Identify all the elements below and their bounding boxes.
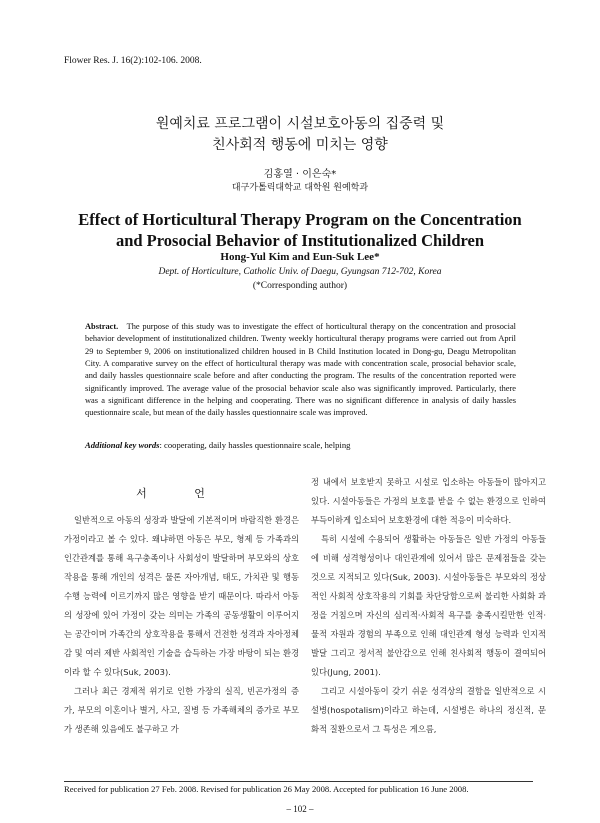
keywords-label: Additional key words (85, 440, 160, 450)
body-paragraph: 그러나 최근 경제적 위기로 인한 가장의 실직, 빈곤가정의 증가, 부모의 이혼이나 별거, 사고, 질병 등 가족해체의 증가로 부모가 생존해 있음에도 불구하고 가 (64, 686, 299, 734)
english-title-line-1: Effect of Horticultural Therapy Program on the Concentration (78, 210, 522, 229)
english-affiliation: Dept. of Horticulture, Catholic Univ. of Daegu, Gyungsan 712-702, Korea (158, 267, 442, 277)
english-authors: Hong-Yul Kim and Eun-Suk Lee* (220, 251, 380, 263)
keywords-text: : cooperating, daily hassles questionnaire scale, helping (159, 440, 351, 450)
abstract (85, 321, 516, 420)
body-paragraph: 그리고 시설아동이 갖기 쉬운 성격상의 결함을 일반적으로 시설병(hospotalism)이라고 하는데, 시설병은 하나의 정신적, 문화적 질환으로서 그 특성은 게으름, (311, 686, 546, 734)
english-title-line-2: and Prosocial Behavior of Institutionalized Children (115, 231, 485, 250)
korean-affiliation: 대구가톨릭대학교 대학원 원예학과 (231, 183, 369, 193)
korean-title-line-2: 친사회적 행동에 미치는 영향 (212, 137, 388, 153)
body-paragraph: 정 내에서 보호받지 못하고 시설로 입소하는 아동들이 많아지고 있다. 시설아동들은 가정의 보호를 받을 수 없는 환경으로 인하여 부득이하게 입소되어 보호환경에 대한 적응이 미숙하다. (311, 477, 546, 525)
footnote-divider (64, 781, 533, 782)
publication-dates: Received for publication 27 Feb. 2008. Revised for publication 26 May 2008. Accepted for publication 16 June 2008. (64, 784, 469, 794)
body-right-column (311, 473, 546, 739)
page-number: – 102 – (286, 804, 314, 814)
body-paragraph: 일반적으로 아동의 성장과 발달에 기본적이며 바람직한 환경은 가정이라고 볼 수 있다. 왜냐하면 아동은 부모, 형제 등 가족과의 인간관계를 통해 욕구충족이나 사회성이 발달하며 부모와의 상호작용을 통해 개인의 성격은 물론 자아개념, 태도, 가치관 및 행동수행 능력에 이르기까지 많은 영향을 받기 때문이다. 따라서 아동의 성장에 있어 가정이 갖는 의미는 가족의 공동생활이 이루어지는 공간이며 가족간의 상호작용을 통해서 건전한 성격과 자아정체감 및 여러 제반 사회적인 기술을 습득하는 가장 바탕이 되는 환경이라 할 수 있다(Suk, 2003). (64, 515, 299, 677)
journal-citation: Flower Res. J. 16(2):102-106. 2008. (64, 56, 202, 66)
corresponding-author-note: (*Corresponding author) (252, 281, 348, 291)
korean-title-line-1: 원예치료 프로그램이 시설보호아동의 집중력 및 (155, 116, 445, 132)
abstract-text: The purpose of this study was to investigate the effect of horticultural therapy on the concentration and prosocial behavior development of institutionalized children. Twenty weekly horticultural therapy programs were carried out from April 29 to September 9, 2006 on institutionalized children housed in B Child Institution located in Dong-gu, Deagu Metropolitan City. A comparative survey on the effect of horticultural therapy was made with concentration scale, prosocial behavior scale, and daily hassles questionnaire scale before and after conducting the program. The results of the concentration reported were significantly improved. The average value of the prosocial behavior scale also was significantly improved. Particularly, there was a significant difference in the helping and cooperating. There was no significant difference in analysis of daily hassles questionnaire scale, but mean of the daily hassles questionnaire scale was improved. (85, 322, 517, 418)
section-heading-introduction: 서 언 (136, 487, 227, 500)
keywords (85, 440, 516, 450)
abstract-label: Abstract. (85, 322, 119, 331)
body-paragraph: 특히 시설에 수용되어 생활하는 아동들은 일반 가정의 아동들에 비해 성격형성이나 대인관계에 있어서 많은 문제점들을 갖는 것으로 지적되고 있다(Suk, 2003). 시설아동들은 부모와의 정상적인 사회적 상호작용의 기회를 차단당함으로써 불리한 사회화 과정을 거침으며 자신의 심리적·사회적 욕구를 충족시킬만한 인적·물적 자원과 경험의 부족으로 인해 대인관계 형성 능력과 인지적 발달 그리고 정서적 불안감으로 인해 친사회적 행동이 결여되어 있다(Jung, 2001). (311, 534, 546, 677)
korean-authors: 김홍열 · 이은숙* (263, 169, 337, 180)
body-left-column (64, 511, 299, 739)
